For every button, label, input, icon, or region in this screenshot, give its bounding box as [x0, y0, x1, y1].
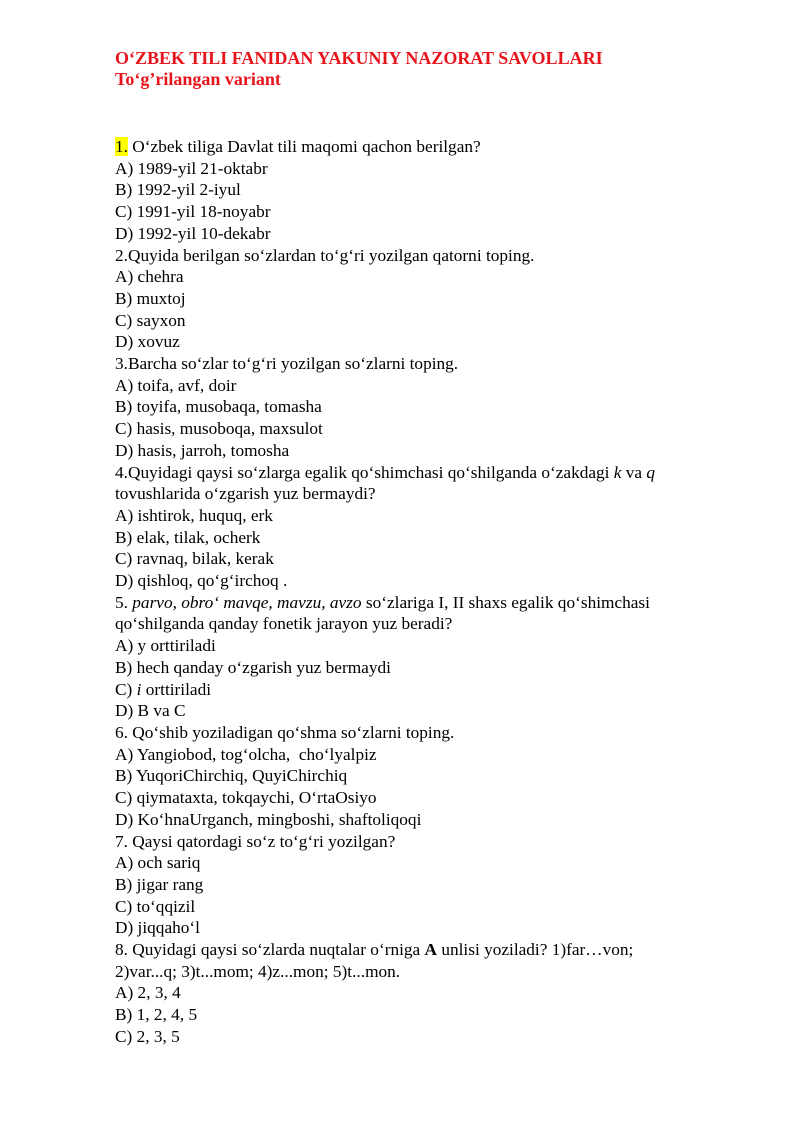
- answer-option: C) ravnaq, bilak, kerak: [115, 549, 274, 569]
- question-text: O‘zbek tiliga Davlat tili maqomi qachon berilgan?: [127, 137, 481, 156]
- question-4: [115, 462, 715, 484]
- question-6: 6. Qo‘shib yoziladigan qo‘shma so‘zlarni toping.: [115, 722, 455, 742]
- highlighted-question-number: 1.: [115, 137, 128, 156]
- option-text: orttiriladi: [141, 679, 212, 699]
- answer-option: D) 1992-yil 10-dekabr: [115, 223, 271, 243]
- answer-option: A) och sariq: [115, 853, 201, 873]
- question-5: [115, 592, 715, 614]
- answer-option: D) qishloq, qo‘g‘irchoq .: [115, 571, 288, 591]
- question-text: so‘zlariga I, II shaxs egalik qo‘shimchasi: [361, 592, 650, 612]
- answer-option: A) 2, 3, 4: [115, 983, 181, 1003]
- question-1: [115, 136, 715, 158]
- answer-option: D) B va C: [115, 701, 186, 721]
- document-title: O‘ZBEK TILI FANIDAN YAKUNIY NAZORAT SAVOLLARI: [115, 48, 603, 68]
- answer-option: D) xovuz: [115, 332, 180, 352]
- answer-option: B) elak, tilak, ocherk: [115, 527, 261, 547]
- answer-option: A) ishtirok, huquq, erk: [115, 505, 273, 525]
- answer-option: [115, 679, 715, 701]
- question-4-continuation: tovushlarida o‘zgarish yuz bermaydi?: [115, 484, 376, 504]
- option-prefix: C): [115, 679, 137, 699]
- answer-option: B) 1, 2, 4, 5: [115, 1005, 198, 1025]
- answer-option: C) sayxon: [115, 310, 186, 330]
- answer-option: B) YuqoriChirchiq, QuyiChirchiq: [115, 766, 348, 786]
- document-page: [115, 48, 715, 1048]
- italic-word-list: parvo, obro‘ mavqe, mavzu, avzo: [132, 592, 362, 612]
- question-7: 7. Qaysi qatordagi so‘z to‘g‘ri yozilgan?: [115, 831, 396, 851]
- question-8-continuation: 2)var...q; 3)t...mom; 4)z...mon; 5)t...mon.: [115, 961, 401, 981]
- question-list: [115, 136, 715, 1048]
- answer-option: A) y orttiriladi: [115, 636, 216, 656]
- answer-option: A) toifa, avf, doir: [115, 375, 237, 395]
- question-text: 4.Quyidagi qaysi so‘zlarga egalik qo‘shimchasi qo‘shilganda o‘zakdagi: [115, 462, 614, 482]
- connector-text: va: [621, 462, 647, 482]
- italic-letter-k: k: [613, 462, 622, 482]
- question-text: unlisi yoziladi? 1)far…von;: [437, 940, 634, 960]
- answer-option: D) hasis, jarroh, tomosha: [115, 440, 290, 460]
- answer-option: C) hasis, musoboqa, maxsulot: [115, 419, 323, 439]
- answer-option: C) 1991-yil 18-noyabr: [115, 202, 271, 222]
- question-text: 8. Quyidagi qaysi so‘zlarda nuqtalar o‘rniga: [115, 940, 425, 960]
- question-5-continuation: qo‘shilganda qanday fonetik jarayon yuz beradi?: [115, 614, 453, 634]
- answer-option: B) muxtoj: [115, 288, 186, 308]
- answer-option: D) Ko‘hnaUrganch, mingboshi, shaftoliqoqi: [115, 809, 422, 829]
- answer-option: A) 1989-yil 21-oktabr: [115, 158, 268, 178]
- answer-option: C) to‘qqizil: [115, 896, 196, 916]
- question-8: [115, 939, 715, 961]
- answer-option: B) toyifa, musobaqa, tomasha: [115, 397, 322, 417]
- answer-option: A) Yangiobod, tog‘olcha, cho‘lyalpiz: [115, 744, 377, 764]
- answer-option: C) qiymataxta, tokqaychi, O‘rtaOsiyo: [115, 788, 377, 808]
- question-3: 3.Barcha so‘zlar to‘g‘ri yozilgan so‘zlarni toping.: [115, 354, 459, 374]
- bold-letter-a: A: [424, 940, 438, 960]
- question-number: 5.: [115, 592, 133, 612]
- answer-option: B) jigar rang: [115, 874, 204, 894]
- document-subtitle: To‘g’rilangan variant: [115, 69, 281, 89]
- answer-option: D) jiqqaho‘l: [115, 918, 200, 938]
- answer-option: A) chehra: [115, 267, 184, 287]
- italic-letter-q: q: [646, 462, 656, 482]
- answer-option: B) 1992-yil 2-iyul: [115, 180, 241, 200]
- answer-option: B) hech qanday o‘zgarish yuz bermaydi: [115, 657, 391, 677]
- question-2: 2.Quyida berilgan so‘zlardan to‘g‘ri yozilgan qatorni toping.: [115, 245, 535, 265]
- answer-option: C) 2, 3, 5: [115, 1026, 180, 1046]
- italic-letter-i: i: [136, 679, 142, 699]
